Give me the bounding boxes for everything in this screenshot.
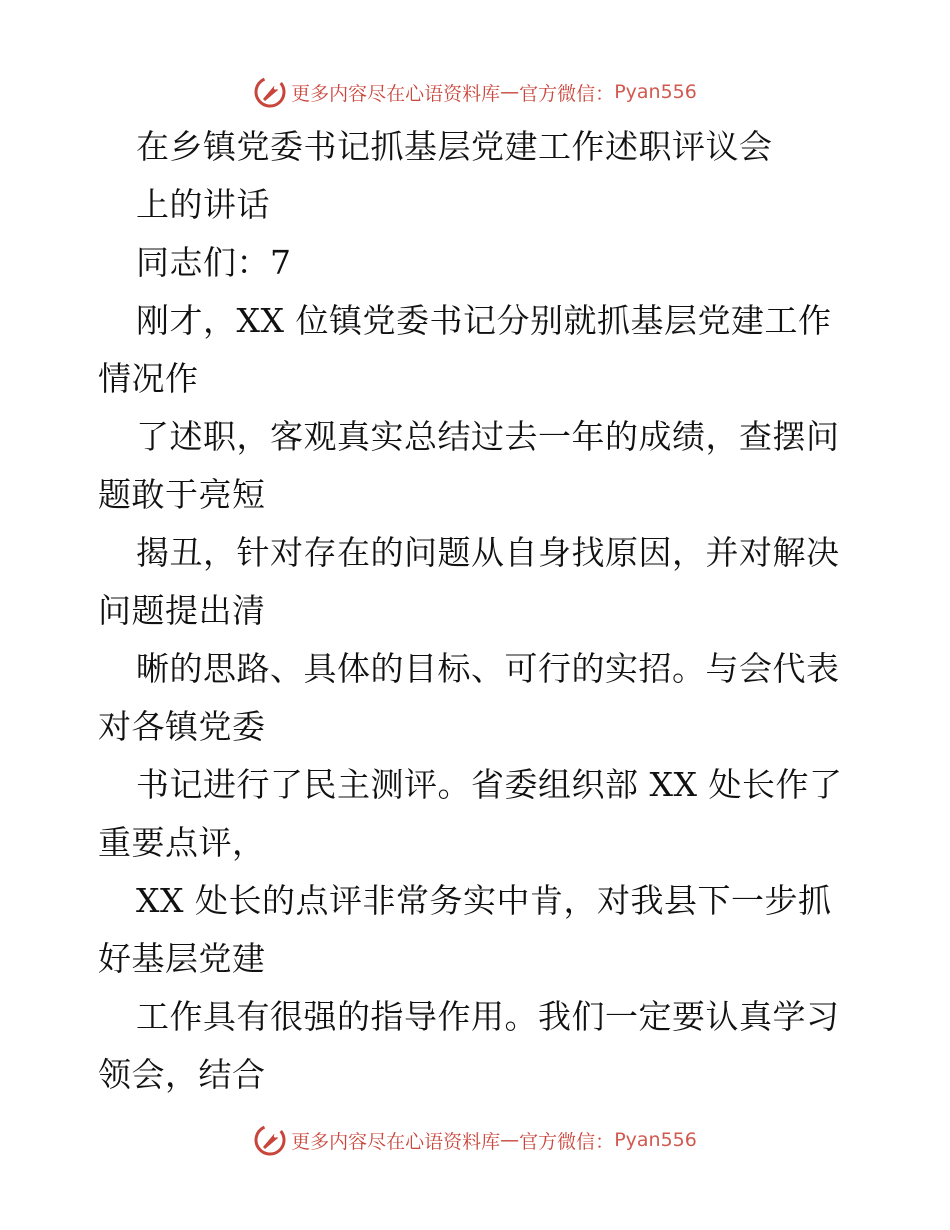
title-line-1: 在乡镇党委书记抓基层党建工作述职评议会 <box>136 127 773 166</box>
body-line: 重要点评， <box>98 823 266 862</box>
watermark-separator: — <box>500 1129 520 1151</box>
watermark-handle: Pyan556 <box>614 1129 697 1151</box>
watermark-banner-top <box>0 72 950 112</box>
body-line: 情况作 <box>98 359 199 398</box>
title-line-2: 上的讲话 <box>136 185 270 224</box>
watermark-banner-bottom <box>0 1120 950 1160</box>
body-line: 晰的思路、具体的目标、可行的实招。与会代表 <box>136 649 840 688</box>
body-line: 领会，结合 <box>98 1055 266 1094</box>
body-line: 问题提出清 <box>98 591 266 630</box>
body-line: 题敢于亮短 <box>98 475 266 514</box>
document-body <box>98 118 858 1104</box>
pen-nib-logo-icon <box>253 75 287 109</box>
body-line: 好基层党建 <box>98 939 266 978</box>
watermark-handle: Pyan556 <box>614 81 697 103</box>
body-line: 揭丑，针对存在的问题从自身找原因，并对解决 <box>136 533 840 572</box>
watermark-separator: — <box>500 81 520 103</box>
watermark-text: 更多内容尽在心语资料库 <box>291 1130 501 1153</box>
watermark-text: 更多内容尽在心语资料库 <box>291 82 501 105</box>
pen-nib-logo-icon <box>253 1123 287 1157</box>
watermark-contact: 官方微信： <box>519 1130 615 1153</box>
body-line: XX 处长的点评非常务实中肯，对我县下一步抓 <box>136 881 832 920</box>
body-line: 工作具有很强的指导作用。我们一定要认真学习 <box>136 997 840 1036</box>
body-line: 刚才，XX 位镇党委书记分别就抓基层党建工作 <box>136 301 832 340</box>
body-line: 对各镇党委 <box>98 707 266 746</box>
body-line: 书记进行了民主测评。省委组织部 XX 处长作了 <box>136 765 843 804</box>
body-line: 了述职，客观真实总结过去一年的成绩，查摆问 <box>136 417 840 456</box>
salutation: 同志们：7 <box>136 243 292 282</box>
watermark-contact: 官方微信： <box>519 82 615 105</box>
